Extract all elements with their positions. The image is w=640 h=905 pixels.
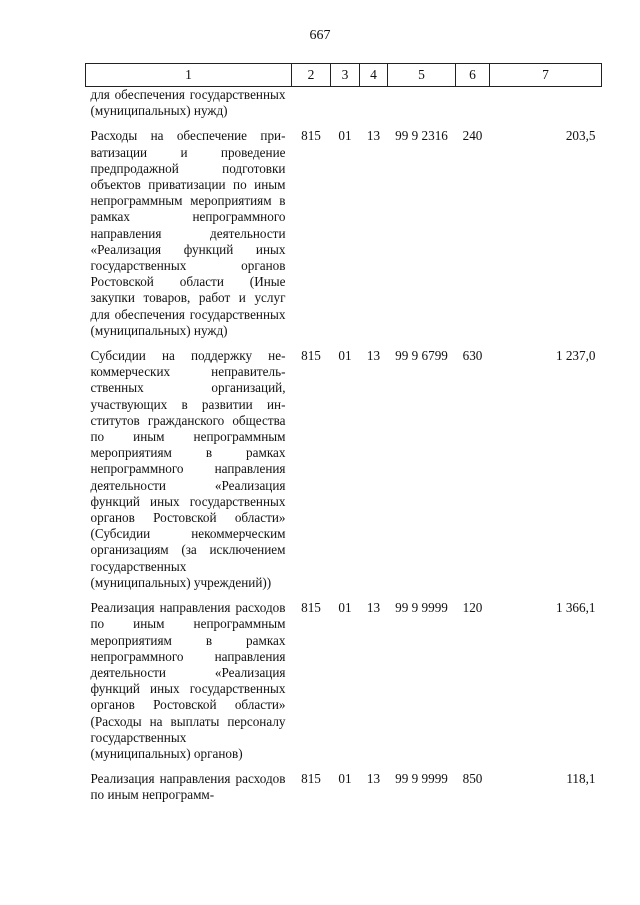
column-header-2: 2 — [292, 64, 331, 87]
cell-subsection: 13 — [366, 348, 381, 364]
table-row — [86, 128, 602, 339]
cell-section: 01 — [338, 128, 352, 144]
cell-expense-type: 120 — [462, 600, 483, 616]
cell-expense-type: 240 — [462, 128, 483, 144]
cell-section: 01 — [338, 348, 352, 364]
row-description: Субсидии на поддержку некоммерческих неправительственных организаций, участвующих в развитии институтов гражданского общества по иным непрограммным мероприятиям в рамках непрограммного направления деятельности «Реализация функций иных государственных органов Ростовской области» (Субсидии некоммерческим организациям (за исключением государственных (муниципальных) учреждений)) — [90, 348, 286, 590]
column-header-6: 6 — [456, 64, 490, 87]
cell-amount: 1 366,1 — [555, 600, 596, 616]
cell-target-article: 99 9 2316 — [395, 128, 448, 144]
cell-target-article: 99 9 6799 — [395, 348, 448, 364]
cell-target-article — [388, 87, 456, 120]
cell-code: 815 — [301, 600, 321, 616]
cell-target-article: 99 9 9999 — [395, 600, 448, 616]
table-body — [86, 87, 602, 804]
column-header-4: 4 — [360, 64, 388, 87]
cell-subsection: 13 — [366, 600, 381, 616]
cell-code: 815 — [301, 128, 321, 144]
table-row — [86, 600, 602, 762]
page-number: 667 — [309, 28, 331, 43]
row-spacer — [86, 591, 602, 600]
table-row — [86, 771, 602, 803]
row-spacer — [86, 119, 602, 128]
cell-subsection — [360, 87, 388, 120]
cell-amount: 1 237,0 — [555, 348, 596, 364]
cell-expense-type — [456, 87, 490, 120]
column-header-7: 7 — [490, 64, 602, 87]
cell-expense-type: 850 — [462, 771, 483, 787]
column-header-1: 1 — [86, 64, 292, 87]
cell-section: 01 — [338, 771, 352, 787]
table-row — [86, 348, 602, 591]
cell-code — [292, 87, 331, 120]
cell-amount — [490, 87, 602, 120]
cell-section: 01 — [338, 600, 352, 616]
cell-target-article: 99 9 9999 — [395, 771, 448, 787]
row-description: Реализация направления расходов по иным непрограмм- — [90, 771, 286, 803]
column-header-5: 5 — [388, 64, 456, 87]
cell-code: 815 — [301, 771, 321, 787]
cell-subsection: 13 — [366, 128, 381, 144]
cell-amount: 118,1 — [566, 771, 596, 787]
row-spacer — [86, 762, 602, 771]
row-description: для обеспечения государственных (муниципальных) нужд) — [90, 87, 286, 119]
cell-section — [331, 87, 360, 120]
cell-amount: 203,5 — [565, 128, 596, 144]
column-header-3: 3 — [331, 64, 360, 87]
table-header — [86, 64, 602, 87]
budget-table — [85, 63, 602, 804]
cell-subsection: 13 — [366, 771, 381, 787]
row-spacer — [86, 339, 602, 348]
table-row — [86, 87, 602, 120]
row-description: Реализация направления расходов по иным непрограммным мероприятиям в рамках непрограммного направления деятельности «Реализация функций иных государственных органов Ростовской области» (Расходы на выплаты персоналу государственных (муниципальных) органов) — [90, 600, 286, 761]
cell-expense-type: 630 — [462, 348, 483, 364]
row-description: Расходы на обеспечение приватизации и проведение предпродажной подготовки объектов приватизации по иным непрограммным мероприятиям в рамках непрограммного направления деятельности «Реализация функций иных государственных органов Ростовской области (Иные закупки товаров, работ и услуг для обеспечения государственных (муниципальных) нужд) — [90, 128, 286, 338]
header-row — [86, 64, 602, 87]
cell-code: 815 — [301, 348, 321, 364]
